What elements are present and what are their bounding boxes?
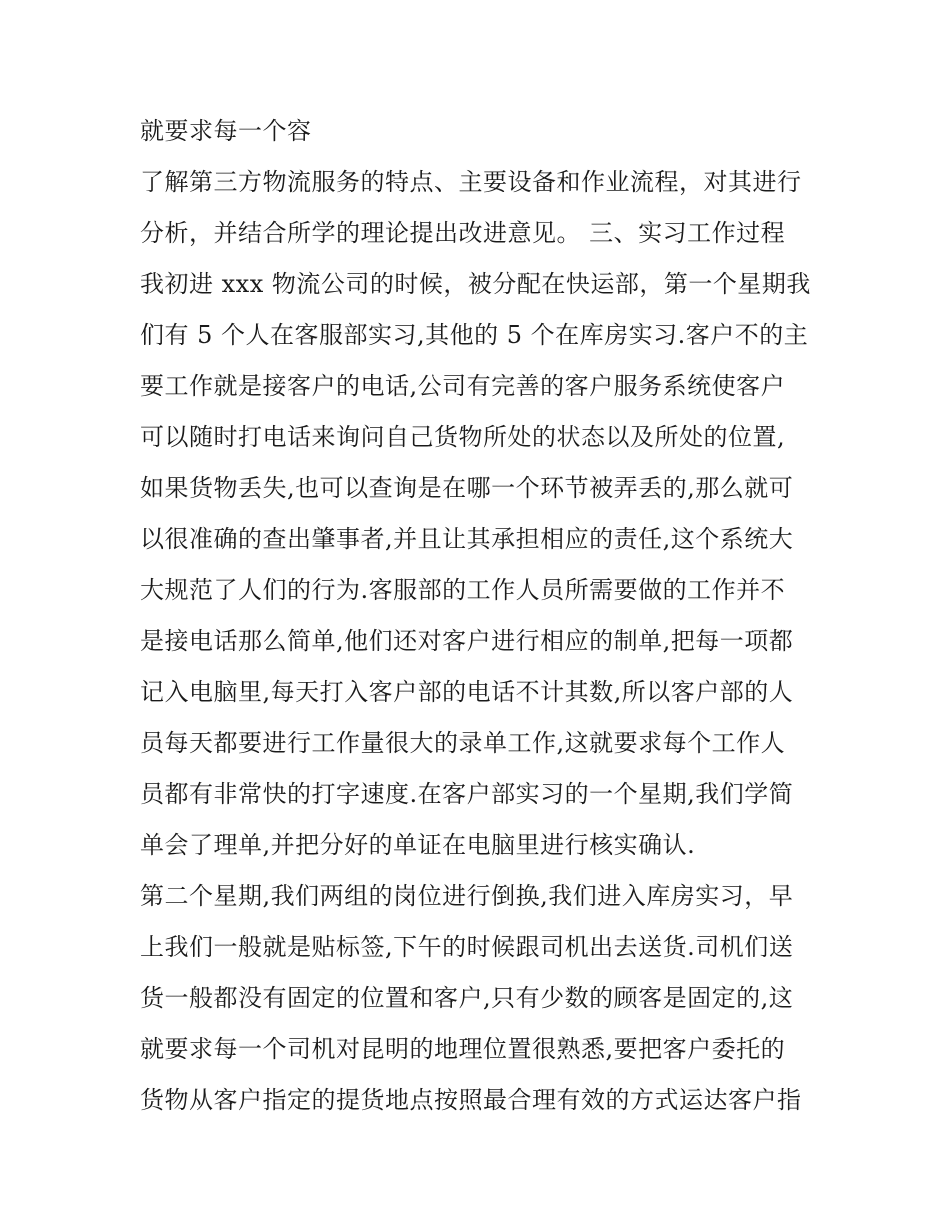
text-line: 第二个星期,我们两组的岗位进行倒换,我们进入库房实习，早 [140, 882, 794, 910]
text-line: 单会了理单,并把分好的单证在电脑里进行核实确认. [140, 831, 696, 859]
text-line: 货一般都没有固定的位置和客户,只有少数的顾客是固定的,这 [140, 984, 794, 1012]
text-line: 是接电话那么简单,他们还对客户进行相应的制单,把每一项都 [140, 627, 794, 655]
text-line: 就要求每一个容 [140, 117, 312, 145]
text-line: 们有 5 个人在客服部实习,其他的 5 个在库房实习.客户不的主 [140, 321, 809, 349]
text-line: 就要求每一个司机对昆明的地理位置很熟悉,要把客户委托的 [140, 1035, 786, 1063]
text-line: 分析，并结合所学的理论提出改进意见。 三、实习工作过程 [140, 219, 786, 247]
text-line: 我初进 xxx 物流公司的时候，被分配在快运部，第一个星期我 [140, 270, 811, 298]
text-line: 上我们一般就是贴标签,下午的时候跟司机出去送货.司机们送 [140, 933, 794, 961]
text-line: 以很准确的查出肇事者,并且让其承担相应的责任,这个系统大 [140, 525, 794, 553]
text-line: 了解第三方物流服务的特点、主要设备和作业流程，对其进行 [140, 168, 802, 196]
body-text [140, 106, 830, 1126]
text-line: 大规范了人们的行为.客服部的工作人员所需要做的工作并不 [140, 576, 786, 604]
text-line: 货物从客户指定的提货地点按照最合理有效的方式运达客户指 [140, 1086, 802, 1114]
text-line: 记入电脑里,每天打入客户部的电话不计其数,所以客户部的人 [140, 678, 794, 706]
text-line: 要工作就是接客户的电话,公司有完善的客户服务系统使客户 [140, 372, 786, 400]
text-line: 员每天都要进行工作量很大的录单工作,这就要求每个工作人 [140, 729, 786, 757]
text-line: 可以随时打电话来询问自己货物所处的状态以及所处的位置, [140, 423, 786, 451]
text-line: 员都有非常快的打字速度.在客户部实习的一个星期,我们学简 [140, 780, 794, 808]
text-line: 如果货物丢失,也可以查询是在哪一个环节被弄丢的,那么就可 [140, 474, 794, 502]
